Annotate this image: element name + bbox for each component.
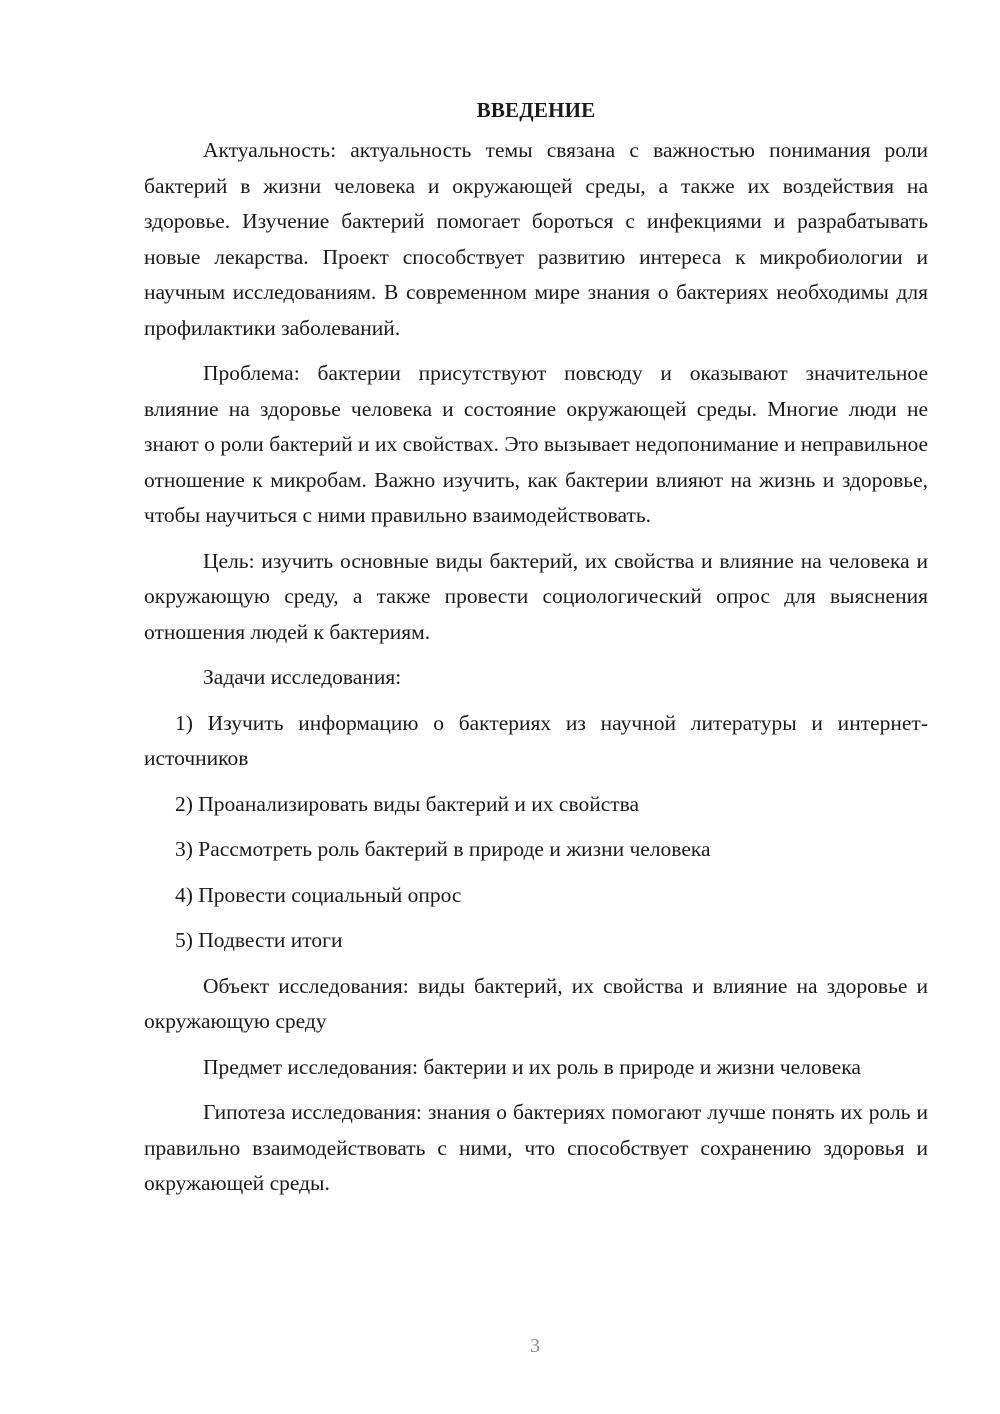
hypothesis-paragraph: Гипотеза исследования: знания о бактериях помогают лучше понять их роль и правильно взаимодействовать с ними, что способствует сохранению здоровья и окружающей среды. [144,1100,928,1195]
goal-paragraph: Цель: изучить основные виды бактерий, их свойства и влияние на человека и окружающую среду, а также провести социологический опрос для выяснения отношения людей к бактериям. [144,548,928,644]
section-heading: ВВЕДЕНИЕ [476,98,596,122]
page-content [144,95,928,1212]
task-item-4: 4) Провести социальный опрос [175,882,462,907]
subject-paragraph: Предмет исследования: бактерии и их роль в природе и жизни человека [203,1054,861,1079]
page-number: 3 [530,1335,540,1357]
tasks-title: Задачи исследования: [203,665,402,689]
task-item-2: 2) Проанализировать виды бактерий и их свойства [175,791,640,816]
task-item-1: 1) Изучить информацию о бактериях из научной литературы и интернет-источников [144,710,928,770]
relevance-paragraph: Актуальность: актуальность темы связана с важностью понимания роли бактерий в жизни человека и окружающей среды, а также их воздействия на здоровье. Изучение бактерий помогает бороться с инфекциями и разрабатывать новые лекарства. Проект способствует развитию интереса к микробиологии и научным исследованиям. В современном мире знания о бактериях необходимы для профилактики заболеваний. [144,138,928,340]
object-paragraph: Объект исследования: виды бактерий, их свойства и влияние на здоровье и окружающую среду [144,973,928,1033]
problem-paragraph: Проблема: бактерии присутствуют повсюду и оказывают значительное влияние на здоровье человека и состояние окружающей среды. Многие люди не знают о роли бактерий и их свойствах. Это вызывает недопонимание и неправильное отношение к микробам. Важно изучить, как бактерии влияют на жизнь и здоровье, чтобы научиться с ними правильно взаимодействовать. [144,361,928,527]
task-item-3: 3) Рассмотреть роль бактерий в природе и жизни человека [175,837,711,861]
task-item-5: 5) Подвести итоги [175,928,343,952]
